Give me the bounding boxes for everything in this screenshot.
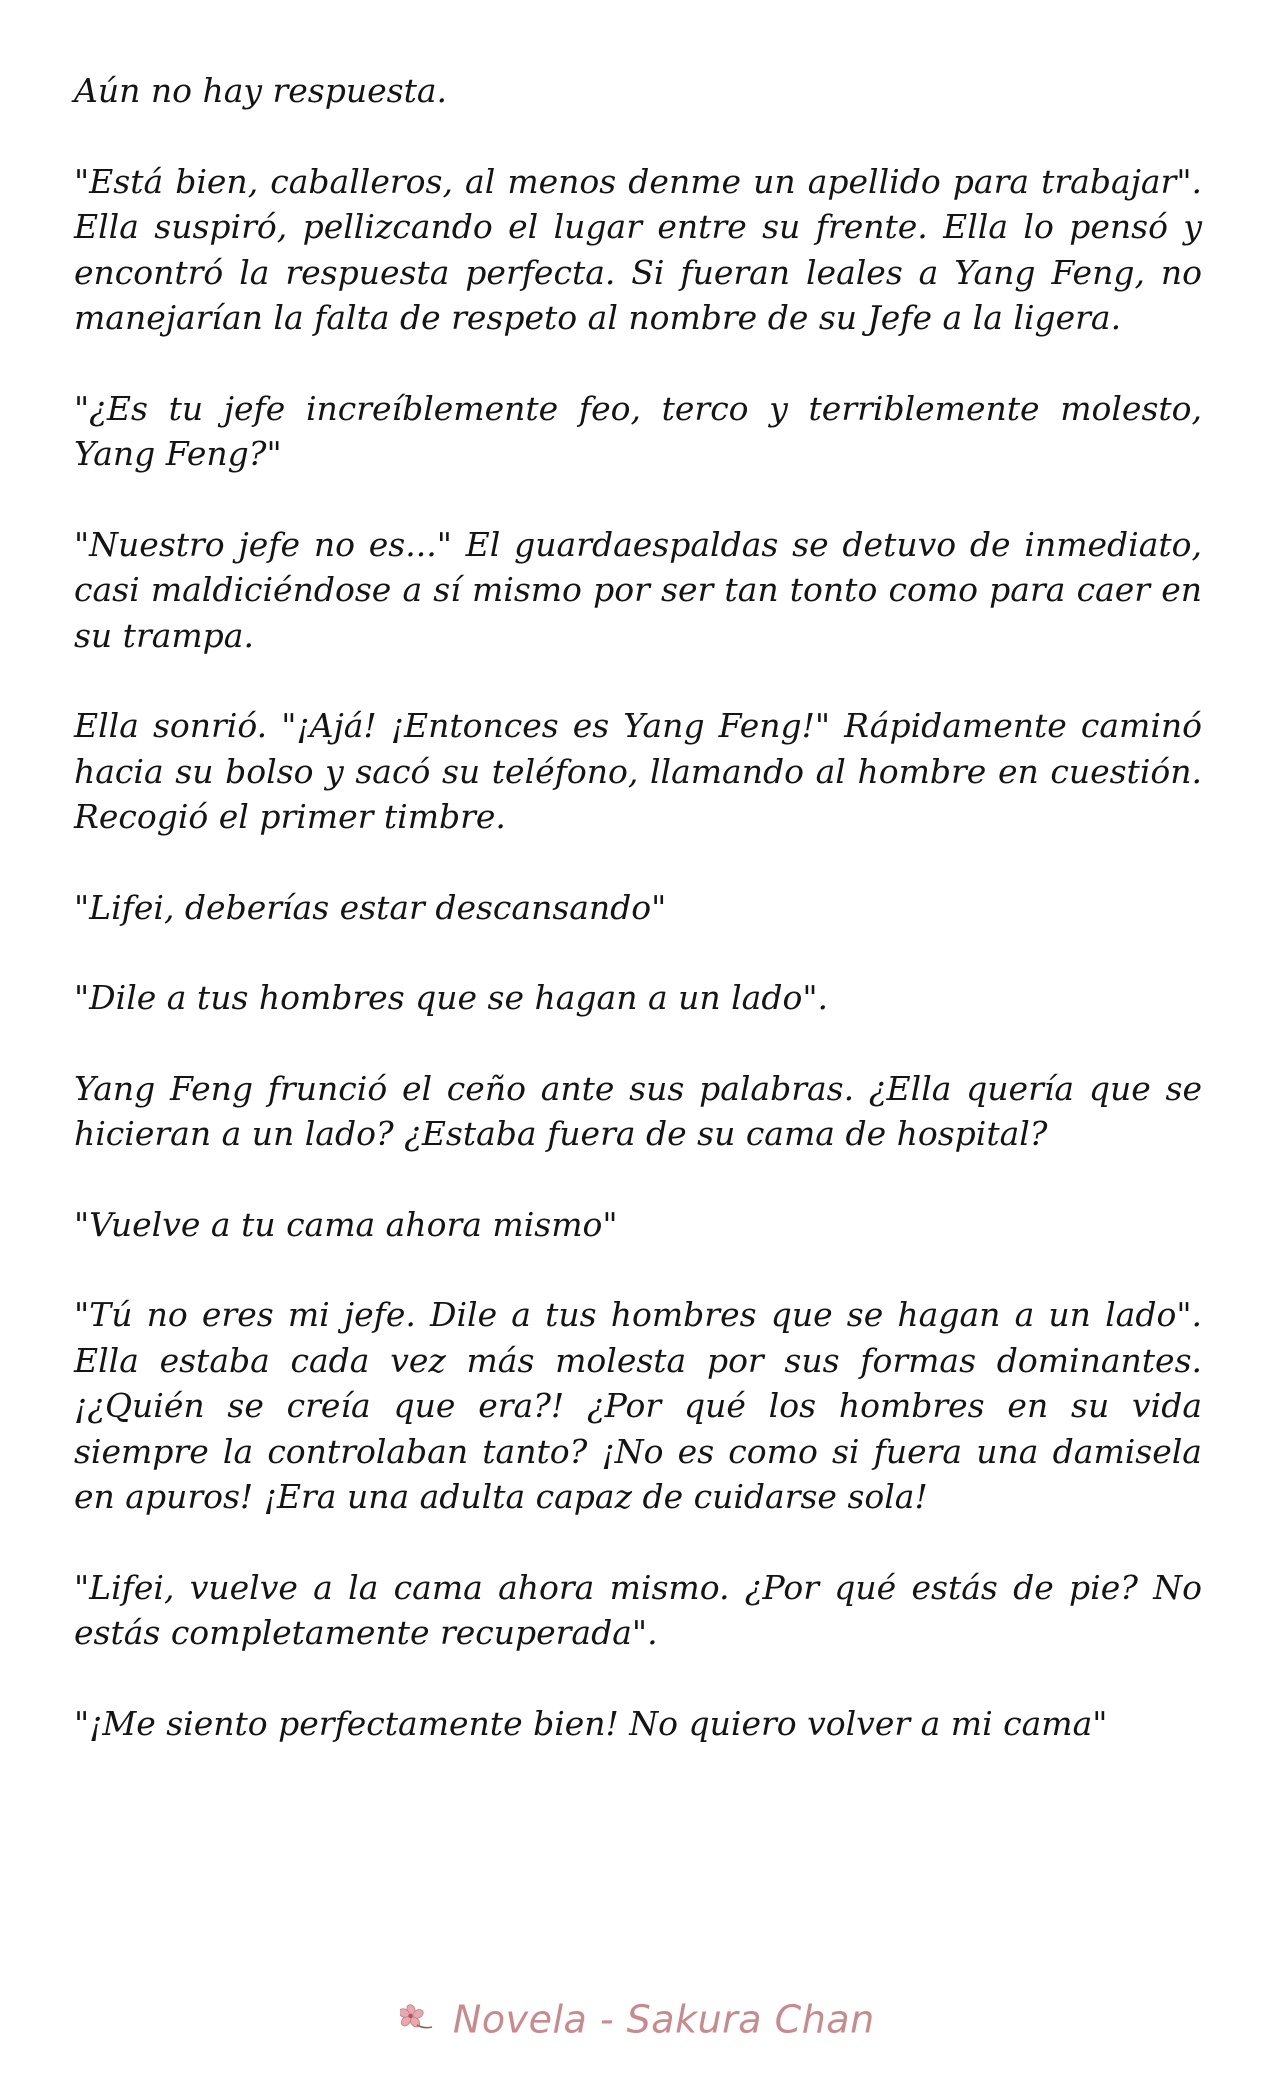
sakura-flower-icon	[400, 1998, 434, 2042]
watermark	[0, 1995, 1275, 2042]
paragraph: "Lifei, deberías estar descansando"	[74, 887, 667, 927]
document-body	[74, 68, 1202, 1791]
paragraph: "Tú no eres mi jefe. Dile a tus hombres que se hagan a un lado". Ella estaba cada vez más molesta por sus formas dominantes. ¡¿Quién se creía que era?! ¿Por qué los hombres en su vida siempre la controlaban tanto? ¡No es como si fuera una damisela en apuros! ¡Era una adulta capaz de cuidarse sola!	[74, 1295, 1202, 1516]
paragraph: "¿Es tu jefe increíblemente feo, terco y terriblemente molesto, Yang Feng?"	[74, 388, 1202, 473]
paragraph: Ella sonrió. "¡Ajá! ¡Entonces es Yang Feng!" Rápidamente caminó hacia su bolso y sacó su teléfono, llamando al hombre en cuestión. Recogió el primer timbre.	[74, 706, 1202, 836]
paragraph: Aún no hay respuesta.	[74, 71, 448, 110]
paragraph: "Nuestro jefe no es..." El guardaespaldas se detuvo de inmediato, casi maldiciéndose a sí mismo por ser tan tonto como para caer en su trampa.	[74, 524, 1202, 655]
paragraph: Yang Feng frunció el ceño ante sus palabras. ¿Ella quería que se hicieran a un lado? ¿Estaba fuera de su cama de hospital?	[74, 1068, 1202, 1153]
paragraph: "Vuelve a tu cama ahora mismo"	[74, 1204, 618, 1244]
paragraph: "Está bien, caballeros, al menos denme un apellido para trabajar". Ella suspiró, pellizcando el lugar entre su frente. Ella lo pensó y encontró la respuesta perfecta. Si fueran leales a Yang Feng, no manejarían la falta de respeto al nombre de su Jefe a la ligera.	[74, 161, 1202, 337]
paragraph: "Dile a tus hombres que se hagan a un lado".	[74, 978, 829, 1017]
paragraph: "Lifei, vuelve a la cama ahora mismo. ¿Por qué estás de pie? No estás completamente recuperada".	[74, 1567, 1202, 1652]
paragraph: "¡Me siento perfectamente bien! No quiero volver a mi cama"	[74, 1703, 1108, 1743]
watermark-text: Novela - Sakura Chan	[452, 1997, 875, 2042]
